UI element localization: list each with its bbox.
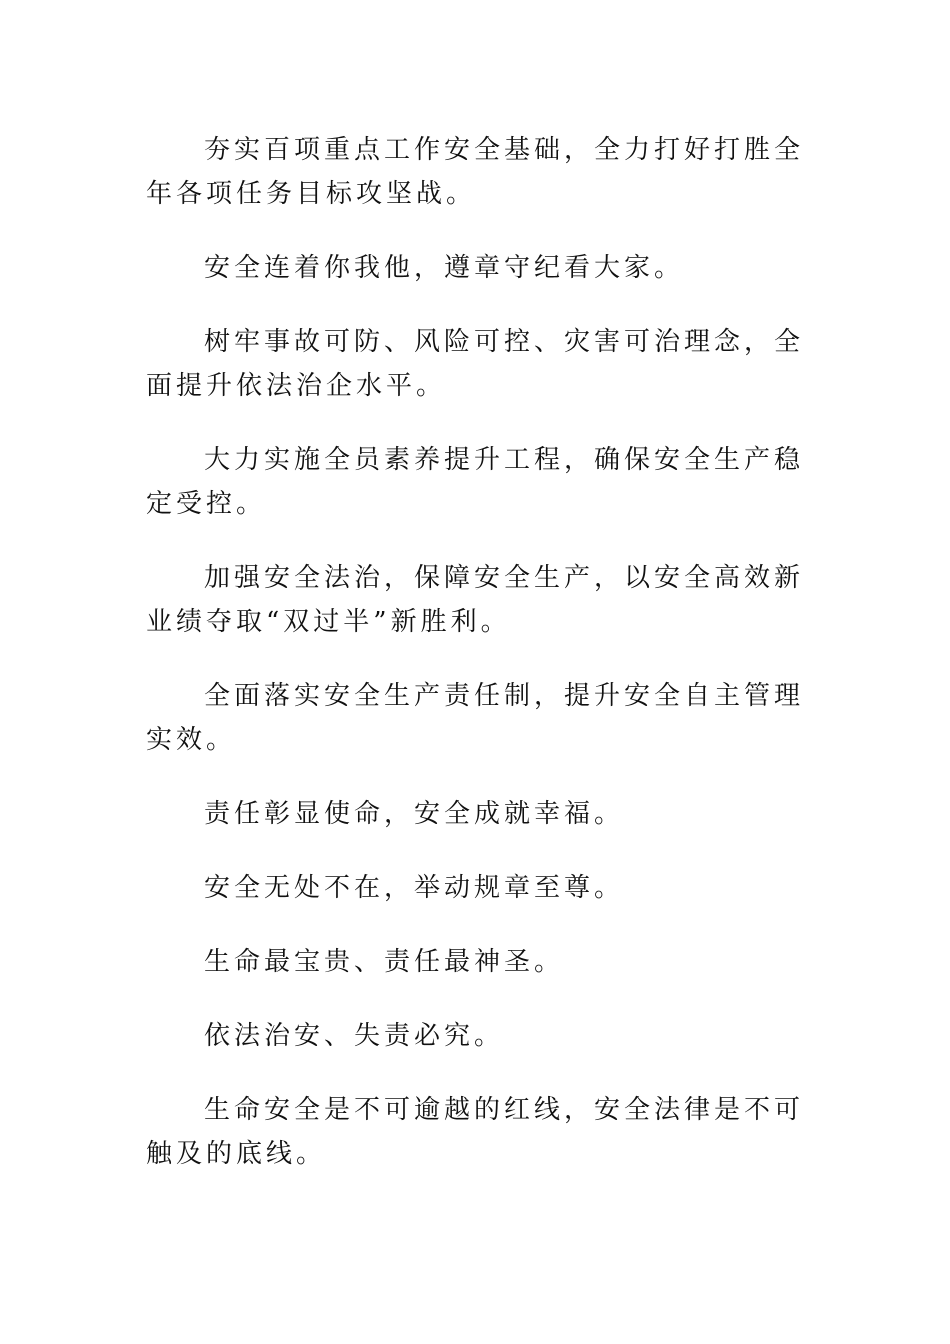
paragraph-6: 全面落实安全生产责任制，提升安全自主管理实效。 [146, 681, 805, 755]
paragraph-7: 责任彰显使命，安全成就幸福。 [204, 799, 625, 829]
paragraph-4: 大力实施全员素养提升工程，确保安全生产稳定受控。 [146, 445, 805, 519]
paragraph-11: 生命安全是不可逾越的红线，安全法律是不可触及的底线。 [146, 1095, 805, 1169]
paragraph-5: 加强安全法治，保障安全生产，以安全高效新业绩夺取“双过半”新胜利。 [146, 563, 805, 637]
paragraph-1: 夯实百项重点工作安全基础，全力打好打胜全年各项任务目标攻坚战。 [146, 135, 805, 209]
paragraph-3: 树牢事故可防、风险可控、灾害可治理念，全面提升依法治企水平。 [146, 327, 805, 401]
paragraph-2: 安全连着你我他，遵章守纪看大家。 [204, 253, 685, 283]
paragraph-10: 依法治安、失责必究。 [204, 1021, 505, 1051]
paragraph-9: 生命最宝贵、责任最神圣。 [204, 947, 565, 977]
document-body [146, 128, 806, 1176]
paragraph-8: 安全无处不在，举动规章至尊。 [204, 873, 625, 903]
